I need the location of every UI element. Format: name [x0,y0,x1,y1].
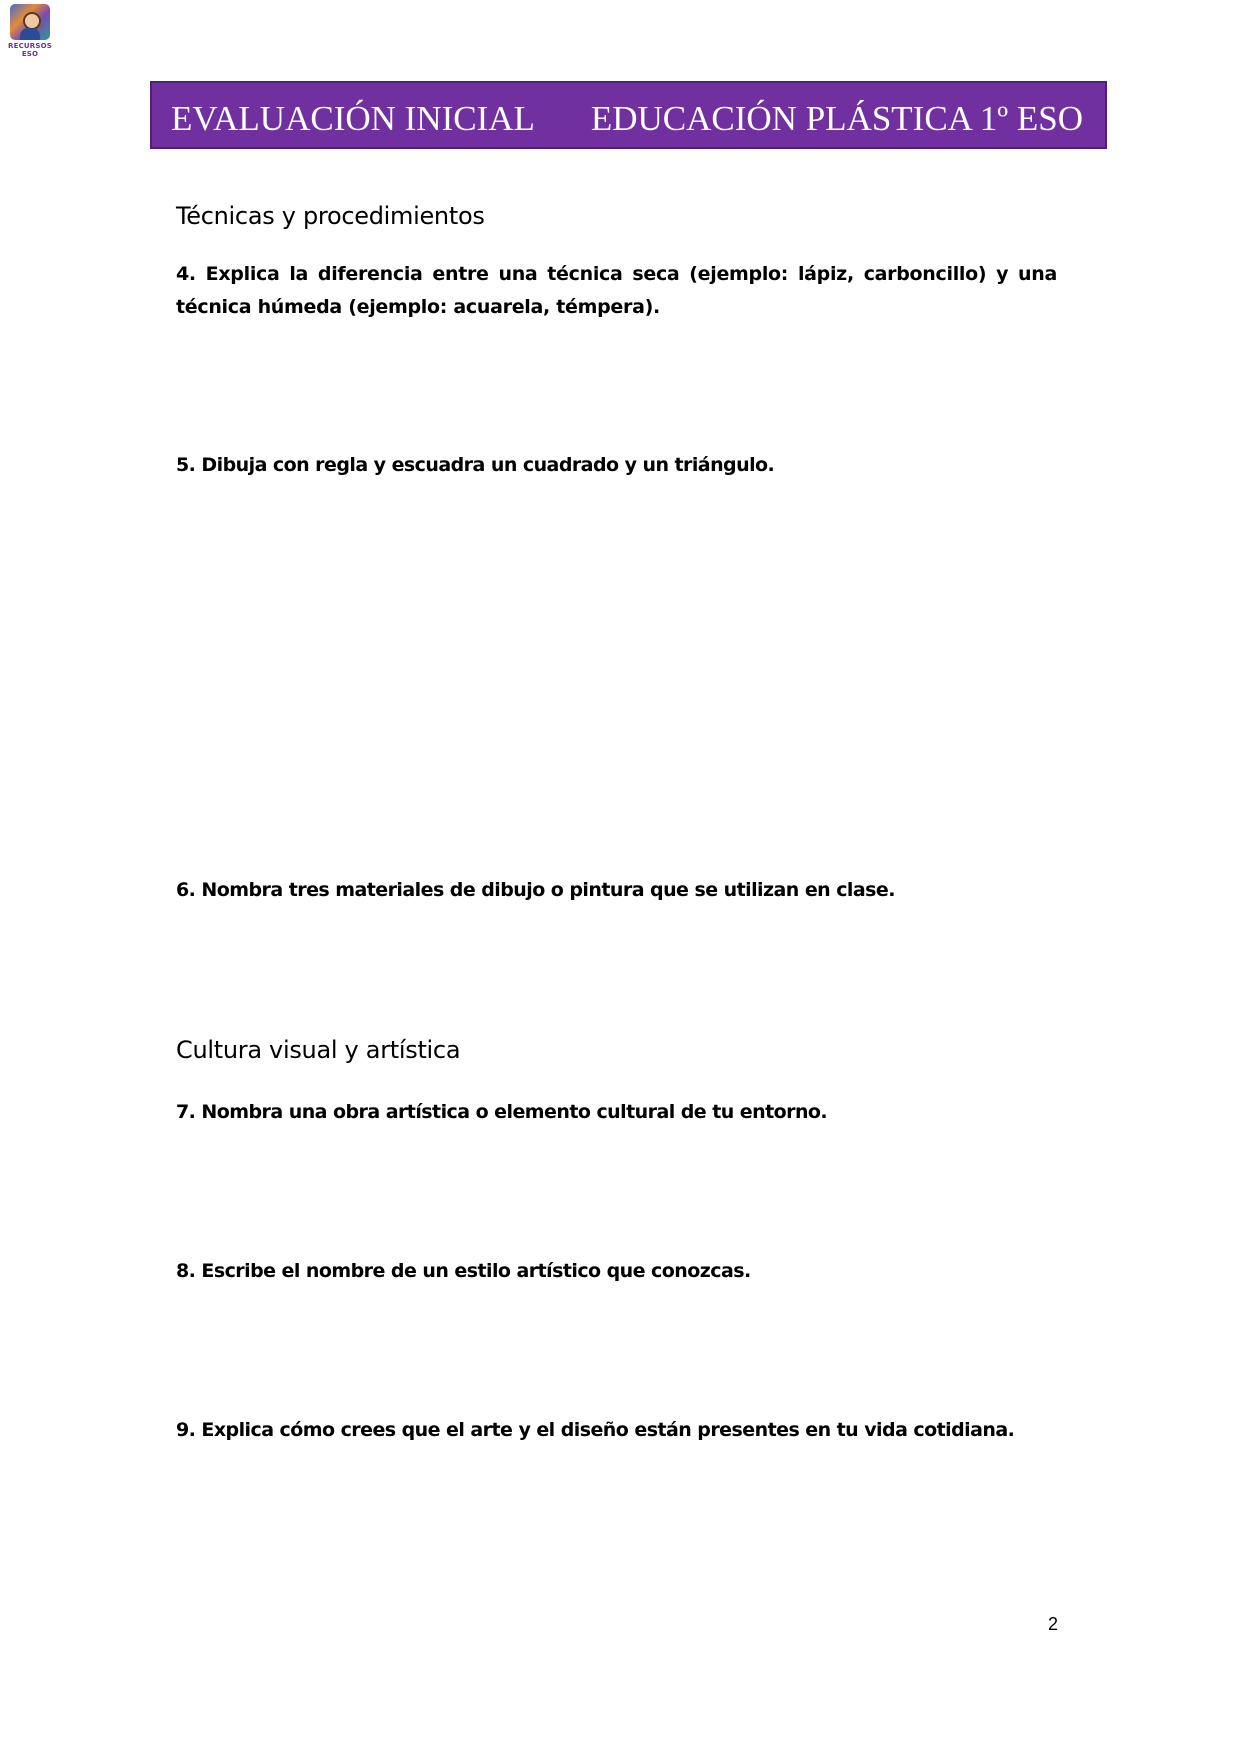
question-4: 4. Explica la diferencia entre una técnica seca (ejemplo: lápiz, carboncillo) y una técnica húmeda (ejemplo: acuarela, témpera). [176,263,1057,318]
question-8: 8. Escribe el nombre de un estilo artístico que conozcas. [176,1260,751,1282]
header-left-title: EVALUACIÓN INICIAL [171,99,535,138]
recursos-eso-logo [8,2,52,62]
logo-text-line1: RECURSOS [8,42,53,50]
section-title-cultura: Cultura visual y artística [176,1036,461,1064]
logo-character-icon [10,4,50,40]
question-5: 5. Dibuja con regla y escuadra un cuadrado y un triángulo. [176,454,775,476]
question-9: 9. Explica cómo crees que el arte y el diseño están presentes en tu vida cotidiana. [176,1419,1015,1441]
page-number: 2 [1047,1614,1058,1634]
logo-text [8,42,52,58]
header-right-title: EDUCACIÓN PLÁSTICA 1º ESO [590,99,1083,138]
section-title-tecnicas: Técnicas y procedimientos [176,202,485,230]
logo-text-line2: ESO [21,50,39,58]
header-banner [150,81,1107,149]
question-6: 6. Nombra tres materiales de dibujo o pintura que se utilizan en clase. [176,879,895,901]
question-7: 7. Nombra una obra artística o elemento cultural de tu entorno. [176,1101,828,1123]
